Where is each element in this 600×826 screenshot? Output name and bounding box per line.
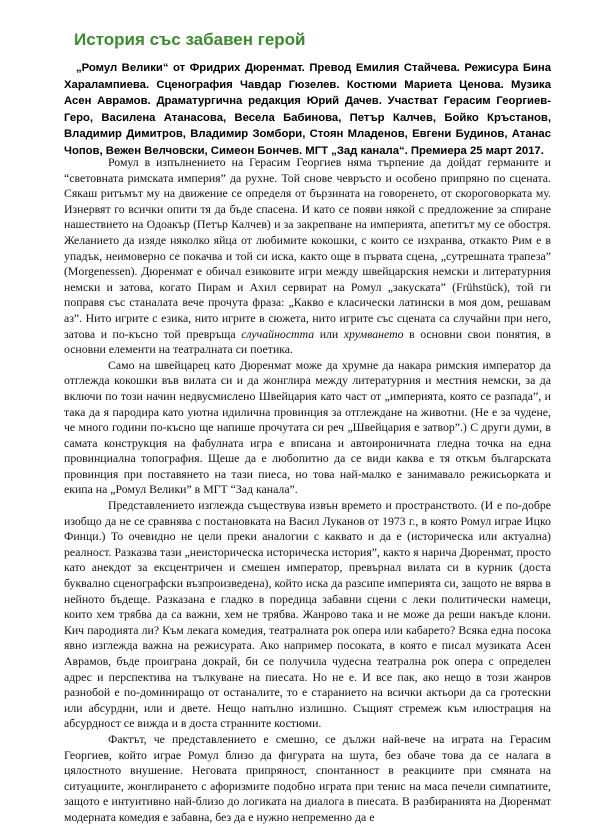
- paragraph-1-text-a: Ромул в изпълнението на Герасим Георгиев няма търпение да дойдат германите и “световната римската империя” да рухне. Той снове чевръсто и особено припряно по сцената. Сякаш ритъмът му на движение се определя от бързината на говоренето, от скороговорката му. Изнервят го всички опити тя да бъде спасена. И като се появи някой с предложение за спиране нашествието на Одоакър (Петър Калчев) и за закрепване на империята, апетитът му се обостря. Желанието да изяде няколко яйца от любимите кокошки, с които се изхранва, откакто Рим е в упадък, неимоверно се покачва и той си иска, както още в първата сцена, „сутрешната трапеза” (Morgenessen). Дюренмат е обичал езиковите игри между швейцарския немски и литературния немски и затова, когато Пирам и Ахил сервират на Ромул „закуската” (Frühstück), той ги поправя със станалата вече прочута фраза: „Какво е класически латински в моя дом, решавам аз”. Нито игрите с езика, нито игрите в сюжета, нито игрите със сцената са случайни при него, затова и по-късно той превръща: [64, 155, 551, 341]
- paragraph-1-text-c: в основни свои понятия, в основни елементи на театралната си поетика.: [64, 326, 551, 357]
- paragraph-1-emphasis-1: случайността: [241, 326, 315, 341]
- paragraph-3: Представлението изглежда съществува извън времето и пространството. (И е по-добре изобщо да не се сравнява с постановката на Васил Луканов от 1973 г., в която Ромул играе Ицко Финци.) То очевидно не цели преки аналогии с каквато и да е (историческа или актуална) реалност. Разказва тази „неисторическа историческа история”, както я нарича Дюренмат, просто като анекдот за ексцентричен и смешен император, превърнал вилата си в курник (доста буквално сценографски възпроизведена), който иска да разсипе империята си, защото не вярва в нейното бъдеще. Разказана е гладко в поредица забавни сцени с леки политически намеци, които хем трябва да са важни, хем не трябва. Жанрово така и не може да реши накъде клони. Кич пародията ли? Към лекага комедия, театралната рок опера или кабарето? Всяка една посока явно изглежда важна на режисурата. Ако например посоката, в която е писал музиката Асен Аврамов, бъде проиграна докрай, би се получила чудесна театрална рок опера с определен адрес и перспектива на тълкуване на пиесата. Но не е. И все пак, ако нещо в този жанров разнобой е по-доминиращо от останалите, то е старанието на всички актьори да са гротескни или абсурдни, или и двете. Нещо напълно излишно. Същият стремеж към илюстрация на абсурдност се вижда и в доста странните костюми.: [64, 498, 551, 731]
- paragraph-1-emphasis-2: хрумването: [343, 326, 404, 341]
- article-title: История със забавен герой: [74, 30, 306, 49]
- article-body: [64, 155, 551, 826]
- paragraph-1: [64, 155, 551, 358]
- paragraph-4: Фактът, че представлението е смешно, се дължи най-вече на играта на Герасим Георгиев, който играе Ромул близо да фигурата на шута, без обаче това да се налага в цялостното внушение. Неговата припряност, спонтанност в реакциите при смяната на ситуациите, жонглирането с афоризмите подобно играта при тенис на маса печели симпатиите, защото е интуитивно най-близо до логиката на диалога в пиесата. В разбиранията на Дюренмат модерната комедия е забавна, без да е нужно непременно да е: [64, 731, 551, 824]
- paragraph-1-text-b: или: [314, 326, 344, 341]
- paragraph-2: Само на швейцарец като Дюренмат може да хрумне да накара римския император да отглежда кокошки във вилата си и да жонглира между литературния и местния немски, за да включи по този начин недвусмислено Швейцария като част от „империята, която се разпада”, и така да я пародира като уютна идилична провинция за отглеждане на животни. (Не е за чудене, че много години по-късно ще напише прочутата си реч „Швейцария е затвор”.) С други думи, в самата конструкция на фабулната игра е вписана и автоироничната гледна точка на една провинциална топография. Щеше да е любопитно да се види каква е тя откъм българската провинция при поставянето на тази пиеса, но това най-малко е занимавало режисьорката и екипа на „Ромул Велики” в МГТ “Зад канала”.: [64, 357, 551, 497]
- production-credits: „Ромул Велики“ от Фридрих Дюренмат. Превод Емилия Стайчева. Режисура Бина Харалампиева. Сценография Чавдар Гюзелев. Костюми Мариета Ценова. Музика Асен Аврамов. Драматургична редакция Юрий Дачев. Участват Герасим Георгиев-Геро, Василена Атанасова, Весела Бабинова, Петър Калчев, Бойко Кръстанов, Владимир Димитров, Владимир Зомбори, Стоян Младенов, Евгени Будинов, Атанас Чопов, Вежен Велчовски, Симеон Бончев. МГТ „Зад канала“. Премиера 25 март 2017.: [64, 62, 551, 157]
